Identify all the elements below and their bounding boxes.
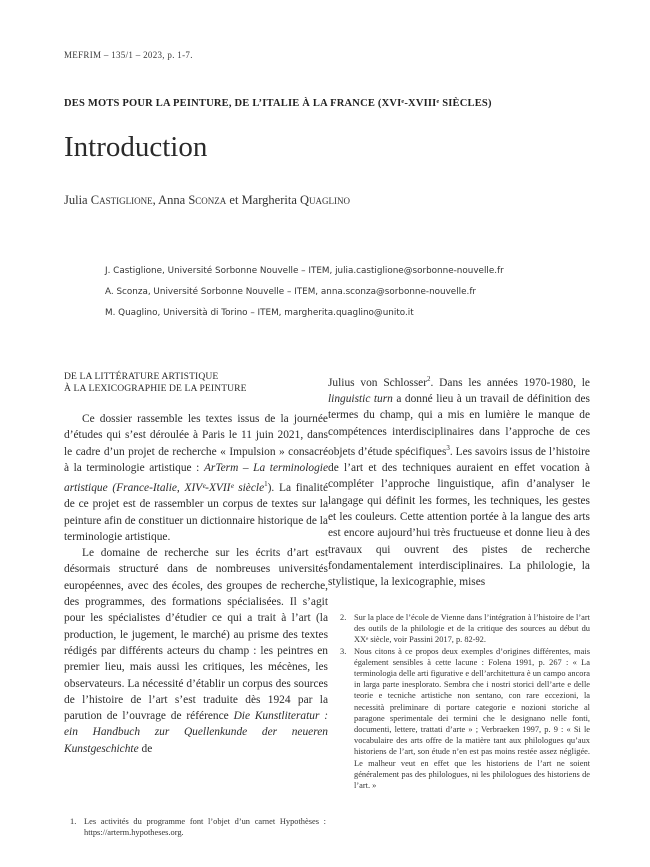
footnote-1 <box>70 816 326 838</box>
paragraph-3 <box>328 371 590 590</box>
paragraph-2-text-b: de <box>138 742 153 755</box>
dossier-title: DES MOTS POUR LA PEINTURE, DE L’ITALIE À LA FRANCE (XVIᵉ-XVIIIᵉ SIÈCLES) <box>64 98 492 109</box>
author-3-first: Margherita <box>241 193 300 207</box>
footnote-1-number: 1. <box>70 817 77 826</box>
author-sep-1: , <box>152 193 159 207</box>
author-2-first: Anna <box>158 193 189 207</box>
paragraph-1-text-a: Ce dossier rassemble les textes issus de la journée d’études qui s’est déroulée à Paris le 11 juin 2021, dans le cadre d’un projet de recherche « Impulsion » consacré à la terminologie artistique : <box>64 413 328 474</box>
affiliation-sconza: A. Sconza, Université Sorbonne Nouvelle – ITEM, anna.sconza@sorbonne-nouvelle.fr <box>105 287 477 297</box>
author-1-first: Julia <box>64 193 91 207</box>
left-column <box>64 371 328 757</box>
paragraph-1-italic: ArTerm – La terminologie artistique (France-Italie, XIVᵉ-XVIIᵉ siècle <box>64 461 329 494</box>
affiliation-quaglino: M. Quaglino, Università di Torino – ITEM, margherita.quaglino@unito.it <box>105 308 414 318</box>
section-heading-line-1: DE LA LITTÉRATURE ARTISTIQUE <box>64 371 219 382</box>
right-column <box>328 371 590 590</box>
footnote-3-text: Nous citons à ce propos deux exemples d’origines différentes, mais également sensibles à cette lacune : Folena 1991, p. 267 : « La terminologia delle arti figurative e dell’architettura è un campo ancora in larga parte inesplorato. Sembra che i nostri storici dell’arte e delle teorie e tecniche artistiche non sentano, con rare eccezioni, la necessità preliminare di portare categorie e nozioni storiche al paragone sperimentale dei termini che le designano nelle fonti, documenti, lettere, trattati d’arte » ; Verbraeken 1997, p. 9 : « Si le vocabulaire des arts offre de la matière tant aux philologues qu’aux historiens de l’art, son étude n’en est pas moins restée assez négligée. Le malheur veut en effet que les historiens de l’art ne soient généralement pas des philologues, ni les philologues des historiens de l’art. » <box>354 646 590 791</box>
footnote-ref-1: 1 <box>264 480 268 489</box>
paragraph-3-text-b: . Dans les années 1970-1980, le <box>430 376 590 389</box>
affiliations <box>105 264 585 327</box>
author-2-last: Sconza <box>188 193 227 207</box>
footnote-2 <box>340 612 590 646</box>
footnotes-right <box>340 612 590 791</box>
paragraph-1-text-b: ). La finalité de ce projet est de rassembler un corpus de textes sur la peinture afin de constituer un dictionnaire historique de la terminologie artistique. <box>64 481 328 543</box>
paragraph-2-italic: Die Kunstliteratur : ein Handbuch zur Quellenkunde der neueren Kunstgeschichte <box>64 710 328 755</box>
paragraph-3-text-c: a donné lieu à un travail de définition des termes du champ, qui a mis en lumière le manque de compétences interdisciplinaires dans l’approche de ces objets d’étude spécifiques <box>328 393 590 458</box>
article-title: Introduction <box>64 131 208 163</box>
author-sep-2: et <box>226 193 242 207</box>
author-3-last: Quaglino <box>300 193 351 207</box>
author-1-last: Castiglione <box>90 193 153 207</box>
footnote-ref-3: 3 <box>446 443 450 452</box>
paragraph-3-text-d: . Les savoirs issus de l’histoire de l’art et des techniques auraient en effet vocation à compléter l’approche linguistique, afin d’analyser le langage qui définit les formes, les techniques, les gestes et les couleurs. Cette attention portée à la langue des arts est encore aujourd’hui très fructueuse et donne lieu à des travaux qui ouvrent des pistes de recherche fondamentalement interdisciplinaires. La philologie, la stylistique, la lexicographie, mises <box>328 445 590 589</box>
section-heading-line-2: À LA LEXICOGRAPHIE DE LA PEINTURE <box>64 383 247 394</box>
paragraph-2-text-a: Le domaine de recherche sur les écrits d’art est désormais structuré dans de nombreuses universités européennes, avec des écoles, des groupes de recherche, des programmes, des formations spécialisées. Il s’agit pour les spécialistes d’étudier ce qui a trait à l’art (la production, le jugement, le marché) au prisme des textes rédigés par différents acteurs du champ : les peintres en premier lieu, mais aussi les critiques, les mécènes, les observateurs. La nécessité d’établir un corpus des sources de l’histoire de l’art s’est traduite dès 1924 par la parution de l’ouvrage de référence <box>64 547 328 723</box>
footnote-2-number: 2. <box>340 613 347 622</box>
paragraph-2 <box>64 545 328 757</box>
paragraph-3-text-a: Julius von Schlosser <box>328 376 427 389</box>
footnotes-left <box>70 816 326 838</box>
affiliation-castiglione: J. Castiglione, Université Sorbonne Nouvelle – ITEM, julia.castiglione@sorbonne-nouvelle.fr <box>105 266 504 276</box>
footnote-3 <box>340 646 590 792</box>
footnote-2-text: Sur la place de l’école de Vienne dans l’intégration à l’histoire de l’art des outils de la philologie et de la critique des sources au début du XXᵉ siècle, voir Passini 2017, p. 82-92. <box>354 613 590 645</box>
footnote-1-text: Les activités du programme font l’objet d’un carnet Hypothèses : https://arterm.hypotheses.org. <box>84 817 326 838</box>
authors-line <box>64 193 350 208</box>
paragraph-3-italic: linguistic turn <box>328 393 393 406</box>
footnote-ref-2: 2 <box>427 375 431 383</box>
footnote-3-number: 3. <box>340 646 347 656</box>
section-heading <box>64 371 328 395</box>
running-head: MEFRIM – 135/1 – 2023, p. 1-7. <box>64 50 193 60</box>
paragraph-1 <box>64 411 328 545</box>
